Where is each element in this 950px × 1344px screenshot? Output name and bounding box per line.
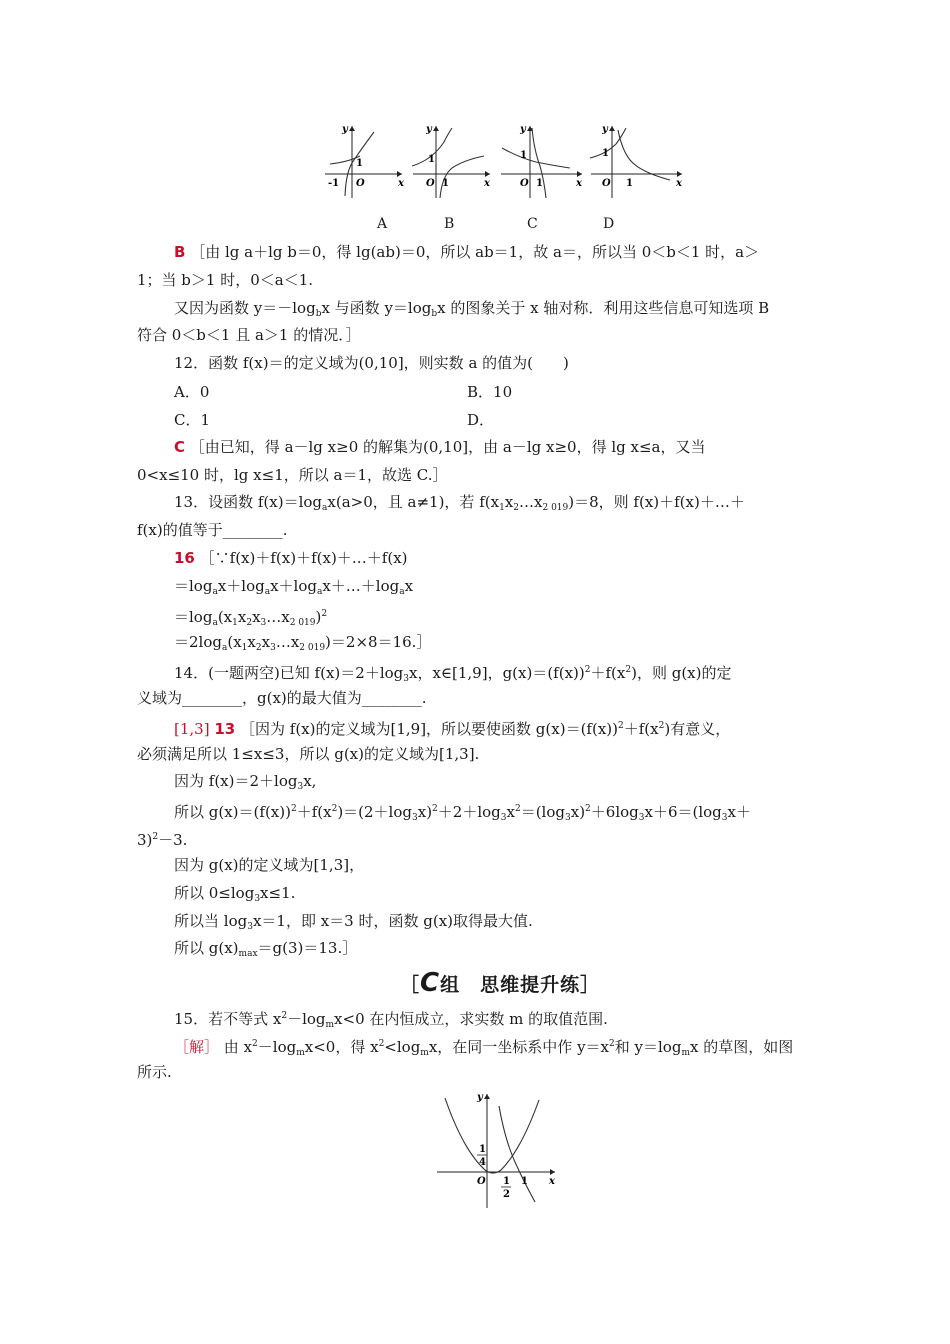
- graph-label-d: D: [603, 216, 615, 232]
- q14-answer-line-4: 所以 $g(x)=(f(x))^2+f(x^2)=(2+\log_3x)^2+2+\log_3x^2=(\log_3x)^2+6\log_3x+6=(\log_3x+$: [174, 803, 751, 823]
- graph-b-tick-y1: 1: [428, 154, 435, 165]
- graph-c-origin: O: [520, 178, 529, 189]
- graph-label-a: A: [377, 216, 388, 232]
- graph-b-y-label: y: [426, 124, 432, 135]
- q13-answer-line-2: $=\log_ax+\log_ax+\log_ax+\dots+\log_ax$: [174, 577, 414, 597]
- q12-option-b: B．10: [467, 383, 513, 401]
- q14-answer-line-8: 所以当 $\log_3x=1$，即 x＝3 时，函数 g(x)取得最大值.: [174, 912, 533, 932]
- graph-c-x-label: x: [576, 178, 582, 189]
- graph-d-y-label: y: [602, 124, 608, 135]
- q12-answer-line-2: 0<x≤10 时，lg x≤1，所以 a＝1，故选 C.］: [137, 466, 448, 484]
- q15-figure: [435, 1090, 565, 1210]
- q13-answer-line-4: $=2\log_a(x_1x_2x_3\dots x_{2 019})=2\times 8=16.]$: [174, 633, 432, 653]
- q12-option-c: C．1: [174, 411, 211, 429]
- q14-stem-line-1: 14．(一题两空)已知 $f(x)=2+\log_3x$，x∈[1,9]，$g(x)=(f(x))^2+f(x^2)$，则 g(x)的定: [174, 664, 732, 684]
- q11-answer-letter: B: [174, 243, 186, 261]
- graph-d-tick-x1: 1: [626, 178, 633, 189]
- graph-a-tick-1: 1: [356, 158, 363, 169]
- section-heading-c: ［C组 思维提升练］: [400, 968, 601, 998]
- q14-stem-line-2: 义域为________，g(x)的最大值为________.: [137, 689, 427, 707]
- fig-x-label: x: [549, 1176, 555, 1187]
- graph-c-tick-y1: 1: [520, 150, 527, 161]
- fig-origin: O: [477, 1176, 486, 1187]
- q13-stem-line-2: f(x)的值等于________.: [137, 521, 288, 539]
- q11-answer-line-1: B ［由 lg a＋lg b＝0，得 lg(ab)＝0，所以 ab＝1，故 a＝，所以当 0＜b＜1 时，a＞: [174, 243, 760, 261]
- q13-answer-line-1: 16 ［∵f(x)＋f(x)＋f(x)＋…＋f(x): [174, 549, 408, 567]
- q11-answer-line-2: 1；当 b＞1 时，0＜a＜1.: [137, 271, 314, 289]
- q14-answer-line-5: 3)$^2$－3.: [137, 831, 188, 849]
- graph-b-origin: O: [426, 178, 435, 189]
- graph-b-tick-x1: 1: [442, 178, 449, 189]
- fig-quarter-num: 1: [479, 1144, 486, 1155]
- graph-a-origin: O: [356, 178, 365, 189]
- q15-solution-line-2: 所示.: [137, 1063, 172, 1081]
- graph-label-b: B: [444, 216, 455, 232]
- graph-a-tick-neg1: -1: [328, 178, 340, 189]
- q15-stem: 15．若不等式 $x^2-\log_mx<0$ 在内恒成立，求实数 m 的取值范围.: [174, 1010, 608, 1030]
- q14-answer-1: [1,3]: [174, 720, 210, 738]
- q14-answer-2: 13: [214, 720, 236, 738]
- q12-option-d: D．: [467, 411, 495, 429]
- q14-answer-line-3: 因为 $f(x)=2+\log_3x$,: [174, 772, 317, 792]
- fig-y-label: y: [477, 1092, 483, 1103]
- q15-solution-line-1: ［解］ 由 $x^2-\log_mx<0$，得 $x^2<\log_mx$，在同一坐标系中作 $y=x^2$和 $y=\log_mx$ 的草图，如图: [174, 1038, 794, 1058]
- graph-a: [325, 124, 405, 198]
- q14-answer-line-7: 所以 $0\le\log_3x\le 1$.: [174, 884, 296, 904]
- graph-c: [501, 124, 583, 198]
- fig-one: 1: [521, 1176, 528, 1187]
- graph-d-origin: O: [602, 178, 611, 189]
- q14-answer-line-9: 所以 $g(x)_{max}=g(3)=13.]$: [174, 939, 358, 959]
- graph-c-y-label: y: [520, 124, 526, 135]
- fig-quarter-den: 4: [479, 1157, 486, 1168]
- graphs-figure: [320, 120, 700, 200]
- graph-c-tick-x1: 1: [536, 178, 543, 189]
- graph-b-x-label: x: [484, 178, 490, 189]
- graph-label-c: C: [527, 216, 538, 232]
- q12-stem: 12．函数 f(x)＝的定义域为(0,10]，则实数 a 的值为( ): [174, 354, 569, 372]
- q13-answer-line-3: $=\log_a(x_1x_2x_3\dots x_{2 019})^2$: [174, 608, 328, 628]
- graph-d-x-label: x: [676, 178, 682, 189]
- q11-answer-line-3: 又因为函数 $y=-\log_bx$ 与函数 $y=\log_bx$ 的图象关于 x 轴对称．利用这些信息可知选项 B: [174, 299, 770, 319]
- q13-answer-num: 16: [174, 549, 195, 567]
- q12-option-a: A．0: [174, 383, 210, 401]
- q14-answer-line-6: 因为 g(x)的定义域为[1,3]，: [174, 856, 365, 874]
- q14-answer-line-2: 必须满足所以 1≤x≤3，所以 g(x)的定义域为[1,3].: [137, 745, 480, 763]
- q13-stem-line-1: 13．设函数 $f(x)=\log_ax(a>0$，且 a≠1)，若 $f(x_1x_2\dots x_{2 019})=8$，则 f(x)＋f(x)＋…＋: [174, 493, 745, 513]
- q12-answer-line-1: C ［由已知，得 a－lg x≥0 的解集为(0,10]，由 a－lg x≥0，得 lg x≤a，又当: [174, 438, 706, 456]
- graph-d: [590, 124, 683, 198]
- q14-answer-line-1: [1,3] 13 ［因为 f(x)的定义域为[1,9]，所以要使函数 $g(x)=(f(x))^2+f(x^2)$有意义，: [174, 720, 731, 738]
- fig-half-den: 2: [503, 1189, 510, 1200]
- graph-d-tick-y1: 1: [602, 148, 609, 159]
- fig-half-num: 1: [503, 1176, 510, 1187]
- graph-b: [412, 124, 491, 198]
- q11-answer-line-4: 符合 0＜b＜1 且 a＞1 的情况．］: [137, 326, 361, 344]
- q15-solution-tag: ［解］: [174, 1038, 220, 1056]
- graph-a-y-label: y: [342, 124, 348, 135]
- q12-answer-letter: C: [174, 438, 186, 456]
- graph-a-x-label: x: [398, 178, 404, 189]
